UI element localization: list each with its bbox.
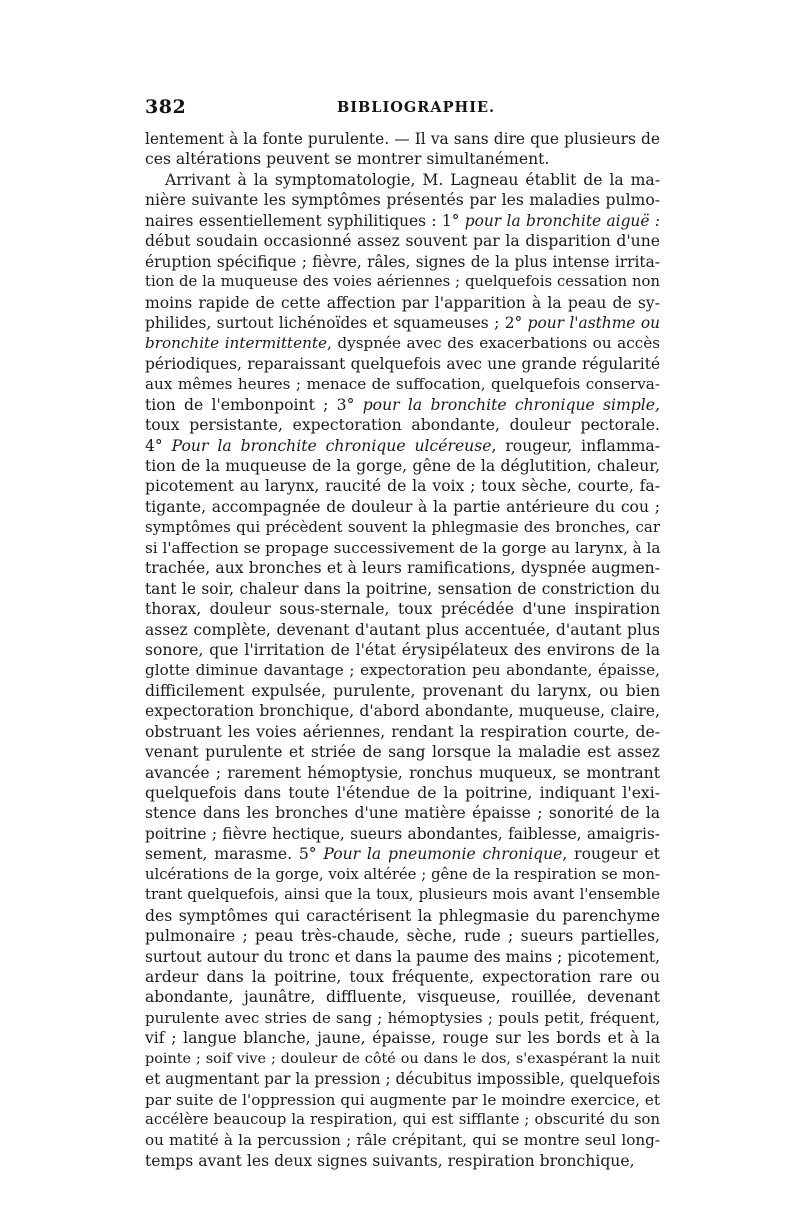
text-line — [145, 354, 660, 374]
text-line — [145, 1151, 660, 1171]
text-run: nière suivante les symptômes présentés par les maladies pulmo- — [145, 191, 660, 210]
text-line — [145, 436, 660, 456]
text-run: tion de l'embonpoint ; 3° — [145, 395, 363, 414]
text-line — [145, 497, 660, 517]
text-line — [145, 681, 660, 701]
text-line — [145, 865, 660, 885]
text-line — [145, 824, 660, 844]
italic-text-run: bronchite intermittente — [145, 334, 328, 353]
text-run: thorax, douleur sous-sternale, toux précédée d'une inspiration — [145, 600, 660, 619]
text-run: picotement au larynx, raucité de la voix ; toux sèche, courte, fa- — [145, 477, 660, 496]
text-run: avancée ; rarement hémoptysie, ronchus muqueux, se montrant — [145, 763, 660, 782]
text-run: lentement à la fonte purulente. — Il va sans dire que plusieurs de — [145, 130, 660, 148]
text-run: trant quelquefois, ainsi que la toux, plusieurs mois avant l'ensemble — [145, 886, 660, 904]
text-run: glotte diminue davantage ; expectoration peu abondante, épaisse, — [145, 661, 660, 680]
italic-text-run: Pour la bronchite chronique ulcéreuse — [171, 436, 492, 455]
text-line — [145, 947, 660, 967]
text-line — [145, 1130, 660, 1150]
text-run: tigante, accompagnée de douleur à la partie antérieure du cou ; — [145, 497, 660, 516]
text-line — [145, 293, 660, 313]
running-title: BIBLIOGRAPHIE. — [337, 99, 496, 116]
text-run: sonore, que l'irritation de l'état érysipélateux des environs de la — [145, 640, 660, 659]
text-run: et augmentant par la pression ; décubitus impossible, quelquefois — [145, 1070, 660, 1089]
text-line — [145, 272, 660, 292]
text-run: tant le soir, chaleur dans la poitrine, sensation de constriction du — [145, 579, 660, 598]
text-run: , dyspnée avec des exacerbations ou accès — [327, 334, 660, 353]
text-line — [145, 803, 660, 823]
text-line — [145, 211, 660, 231]
text-line — [145, 476, 660, 496]
text-line — [145, 149, 660, 169]
text-line — [145, 1110, 660, 1130]
text-line — [145, 1069, 660, 1089]
text-line — [145, 660, 660, 680]
text-run: périodiques, reparaissant quelquefois avec une grande régularité — [145, 354, 660, 373]
text-run: quelquefois dans toute l'étendue de la poitrine, indiquant l'exi- — [145, 784, 660, 802]
text-line — [145, 599, 660, 619]
italic-text-run: pour la bronchite aiguë : — [464, 211, 660, 230]
text-line — [145, 783, 660, 803]
text-run: éruption spécifique ; fièvre, râles, signes de la plus intense irrita- — [145, 252, 660, 271]
text-run: des symptômes qui caractérisent la phlegmasie du parenchyme — [145, 906, 660, 925]
text-run: par suite de l'oppression qui augmente par le moindre exercice, et — [145, 1090, 660, 1109]
text-line — [145, 374, 660, 394]
text-line — [145, 1008, 660, 1028]
text-run: si l'affection se propage successivement de la gorge au larynx, à la — [145, 538, 660, 557]
text-run: naires essentiellement syphilitiques : 1° — [145, 211, 465, 230]
text-line — [145, 640, 660, 660]
italic-text-run: Pour la pneumonie chronique — [323, 845, 563, 864]
text-run: ou matité à la percussion ; râle crépitant, qui se montre seul long- — [145, 1131, 660, 1150]
text-run: vif ; langue blanche, jaune, épaisse, rouge sur les bords et à la — [145, 1029, 660, 1048]
text-run: ces altérations peuvent se montrer simultanément. — [145, 150, 550, 169]
text-run: symptômes qui précèdent souvent la phlegmasie des bronches, car — [145, 518, 660, 537]
text-run: pointe ; soif vive ; douleur de côté ou dans le dos, s'exaspérant la nuit — [145, 1050, 660, 1067]
text-run: aux mêmes heures ; menace de suffocation, quelquefois conserva- — [145, 375, 660, 394]
text-line — [145, 1090, 660, 1110]
text-run: assez complète, devenant d'autant plus accentuée, d'autant plus — [145, 620, 660, 639]
text-run: ardeur dans la poitrine, toux fréquente, expectoration rare ou — [145, 967, 660, 986]
text-run: expectoration bronchique, d'abord abondante, muqueuse, claire, — [145, 702, 660, 721]
text-run: obstruant les voies aériennes, rendant la respiration courte, de- — [145, 722, 660, 741]
text-run: difficilement expulsée, purulente, provenant du larynx, ou bien — [145, 681, 660, 700]
text-run: pulmonaire ; peau très-chaude, sèche, rude ; sueurs partielles, — [145, 927, 660, 946]
text-line — [145, 415, 660, 435]
text-run: , rougeur et — [562, 845, 660, 864]
text-line — [145, 170, 660, 190]
text-run: venant purulente et striée de sang lorsque la maladie est assez — [145, 743, 660, 762]
text-line — [145, 579, 660, 599]
text-line — [145, 129, 660, 149]
text-run: poitrine ; fièvre hectique, sueurs abondantes, faiblesse, amaigris- — [145, 824, 660, 843]
text-line — [145, 252, 660, 272]
text-line — [145, 906, 660, 926]
text-line — [145, 967, 660, 987]
text-line — [145, 987, 660, 1007]
page-number: 382 — [145, 96, 187, 118]
text-run: stence dans les bronches d'une matière épaisse ; sonorité de la — [145, 804, 660, 823]
text-line — [145, 722, 660, 742]
text-line — [145, 844, 660, 864]
text-line — [145, 763, 660, 783]
text-line — [145, 926, 660, 946]
text-run: ulcérations de la gorge, voix altérée ; gêne de la respiration se mon- — [145, 865, 660, 883]
italic-text-run: pour l'asthme ou — [527, 313, 660, 332]
text-run: sement, marasme. 5° — [145, 845, 324, 864]
body-text — [145, 129, 660, 1171]
text-run: abondante, jaunâtre, diffluente, visqueuse, rouillée, devenant — [145, 988, 660, 1007]
text-run: philides, surtout lichénoïdes et squameuses ; 2° — [145, 313, 528, 332]
text-line — [145, 395, 660, 415]
text-run: , rougeur, inflamma- — [491, 436, 660, 455]
text-line — [145, 885, 660, 905]
text-line — [145, 190, 660, 210]
text-line — [145, 558, 660, 578]
text-line — [145, 701, 660, 721]
text-run: surtout autour du tronc et dans la paume des mains ; picotement, — [145, 947, 660, 966]
text-run: moins rapide de cette affection par l'apparition à la peau de sy- — [145, 293, 660, 312]
text-run: toux persistante, expectoration abondante, douleur pectorale. — [145, 416, 660, 435]
text-run: accélère beaucoup la respiration, qui est sifflante ; obscurité du son — [145, 1111, 660, 1128]
text-run: purulente avec stries de sang ; hémoptysies ; pouls petit, fréquent, — [145, 1008, 660, 1027]
text-run: trachée, aux bronches et à leurs ramifications, dyspnée augmen- — [145, 559, 660, 578]
text-line — [145, 742, 660, 762]
text-line — [145, 538, 660, 558]
text-line — [145, 1049, 660, 1069]
text-line — [145, 313, 660, 333]
text-line — [145, 456, 660, 476]
italic-text-run: pour la bronchite chronique simple, — [362, 395, 660, 414]
text-line — [145, 231, 660, 251]
text-run: tion de la muqueuse de la gorge, gêne de la déglutition, chaleur, — [145, 457, 660, 475]
running-head — [145, 96, 660, 126]
text-run: 4° — [145, 436, 172, 455]
text-line — [145, 333, 660, 353]
text-line — [145, 1028, 660, 1048]
text-run: Arrivant à la symptomatologie, M. Lagneau établit de la ma- — [165, 170, 660, 189]
text-run: temps avant les deux signes suivants, respiration bronchique, — [145, 1151, 635, 1170]
text-line — [145, 620, 660, 640]
text-run: début soudain occasionné assez souvent par la disparition d'une — [145, 232, 660, 251]
text-run: tion de la muqueuse des voies aériennes ; quelquefois cessation non — [145, 273, 660, 291]
text-line — [145, 517, 660, 537]
